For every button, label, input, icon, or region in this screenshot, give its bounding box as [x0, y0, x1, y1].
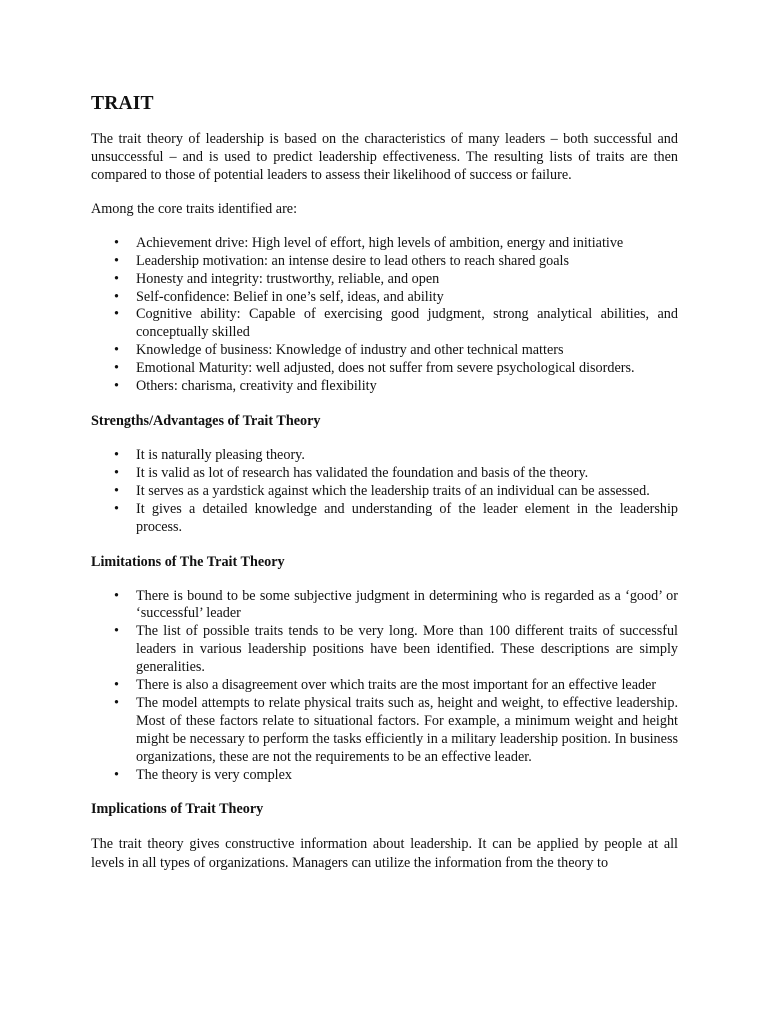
- list-item: • It is valid as lot of research has validated the foundation and basis of the theory.: [91, 465, 678, 483]
- list-item: • There is also a disagreement over which traits are the most important for an effective leader: [91, 677, 678, 695]
- strengths-heading: Strengths/Advantages of Trait Theory: [91, 412, 321, 429]
- strengths-list: [91, 447, 678, 537]
- list-item: • Knowledge of business: Knowledge of industry and other technical matters: [91, 342, 678, 360]
- list-item: • Cognitive ability: Capable of exercising good judgment, strong analytical abilities, and conceptually skilled: [91, 306, 678, 342]
- core-traits-list: [91, 235, 678, 396]
- list-item: • Achievement drive: High level of effort, high levels of ambition, energy and initiative: [91, 235, 678, 253]
- list-item: • There is bound to be some subjective judgment in determining who is regarded as a ‘good’ or ‘successful’ leader: [91, 588, 678, 624]
- list-item: • Leadership motivation: an intense desire to lead others to reach shared goals: [91, 253, 678, 271]
- list-item: • Others: charisma, creativity and flexibility: [91, 378, 678, 396]
- list-item: • The list of possible traits tends to be very long. More than 100 different traits of successful leaders in various leadership positions have been identified. These descriptions are simply generalities.: [91, 623, 678, 677]
- implications-paragraph: The trait theory gives constructive information about leadership. It can be applied by people at all levels in all types of organizations. Managers can utilize the information from the theory to: [91, 836, 678, 871]
- limitations-heading: Limitations of The Trait Theory: [91, 553, 285, 570]
- list-item: • Emotional Maturity: well adjusted, does not suffer from severe psychological disorders.: [91, 360, 678, 378]
- list-item: • It serves as a yardstick against which the leadership traits of an individual can be assessed.: [91, 483, 678, 501]
- limitations-list: [91, 588, 678, 785]
- implications-heading: Implications of Trait Theory: [91, 801, 264, 818]
- list-item: • The model attempts to relate physical traits such as, height and weight, to effective leadership. Most of these factors relate to situational factors. For example, a minimum weight and height might be necessary to perform the tasks efficiently in a military leadership position. In business organizations, these are not the requirements to be an effective leader.: [91, 695, 678, 767]
- list-item: • The theory is very complex: [91, 767, 678, 785]
- page-title: TRAIT: [91, 93, 154, 114]
- list-item: • It is naturally pleasing theory.: [91, 447, 678, 465]
- list-item: • Honesty and integrity: trustworthy, reliable, and open: [91, 271, 678, 289]
- intro-paragraph: The trait theory of leadership is based on the characteristics of many leaders – both successful and unsuccessful – and is used to predict leadership effectiveness. The resulting lists of traits are then compared to those of potential leaders to assess their likelihood of success or failure.: [91, 131, 678, 184]
- list-item: • Self-confidence: Belief in one’s self, ideas, and ability: [91, 289, 678, 307]
- core-traits-lead: Among the core traits identified are:: [91, 200, 298, 217]
- list-item: • It gives a detailed knowledge and understanding of the leader element in the leadership process.: [91, 501, 678, 537]
